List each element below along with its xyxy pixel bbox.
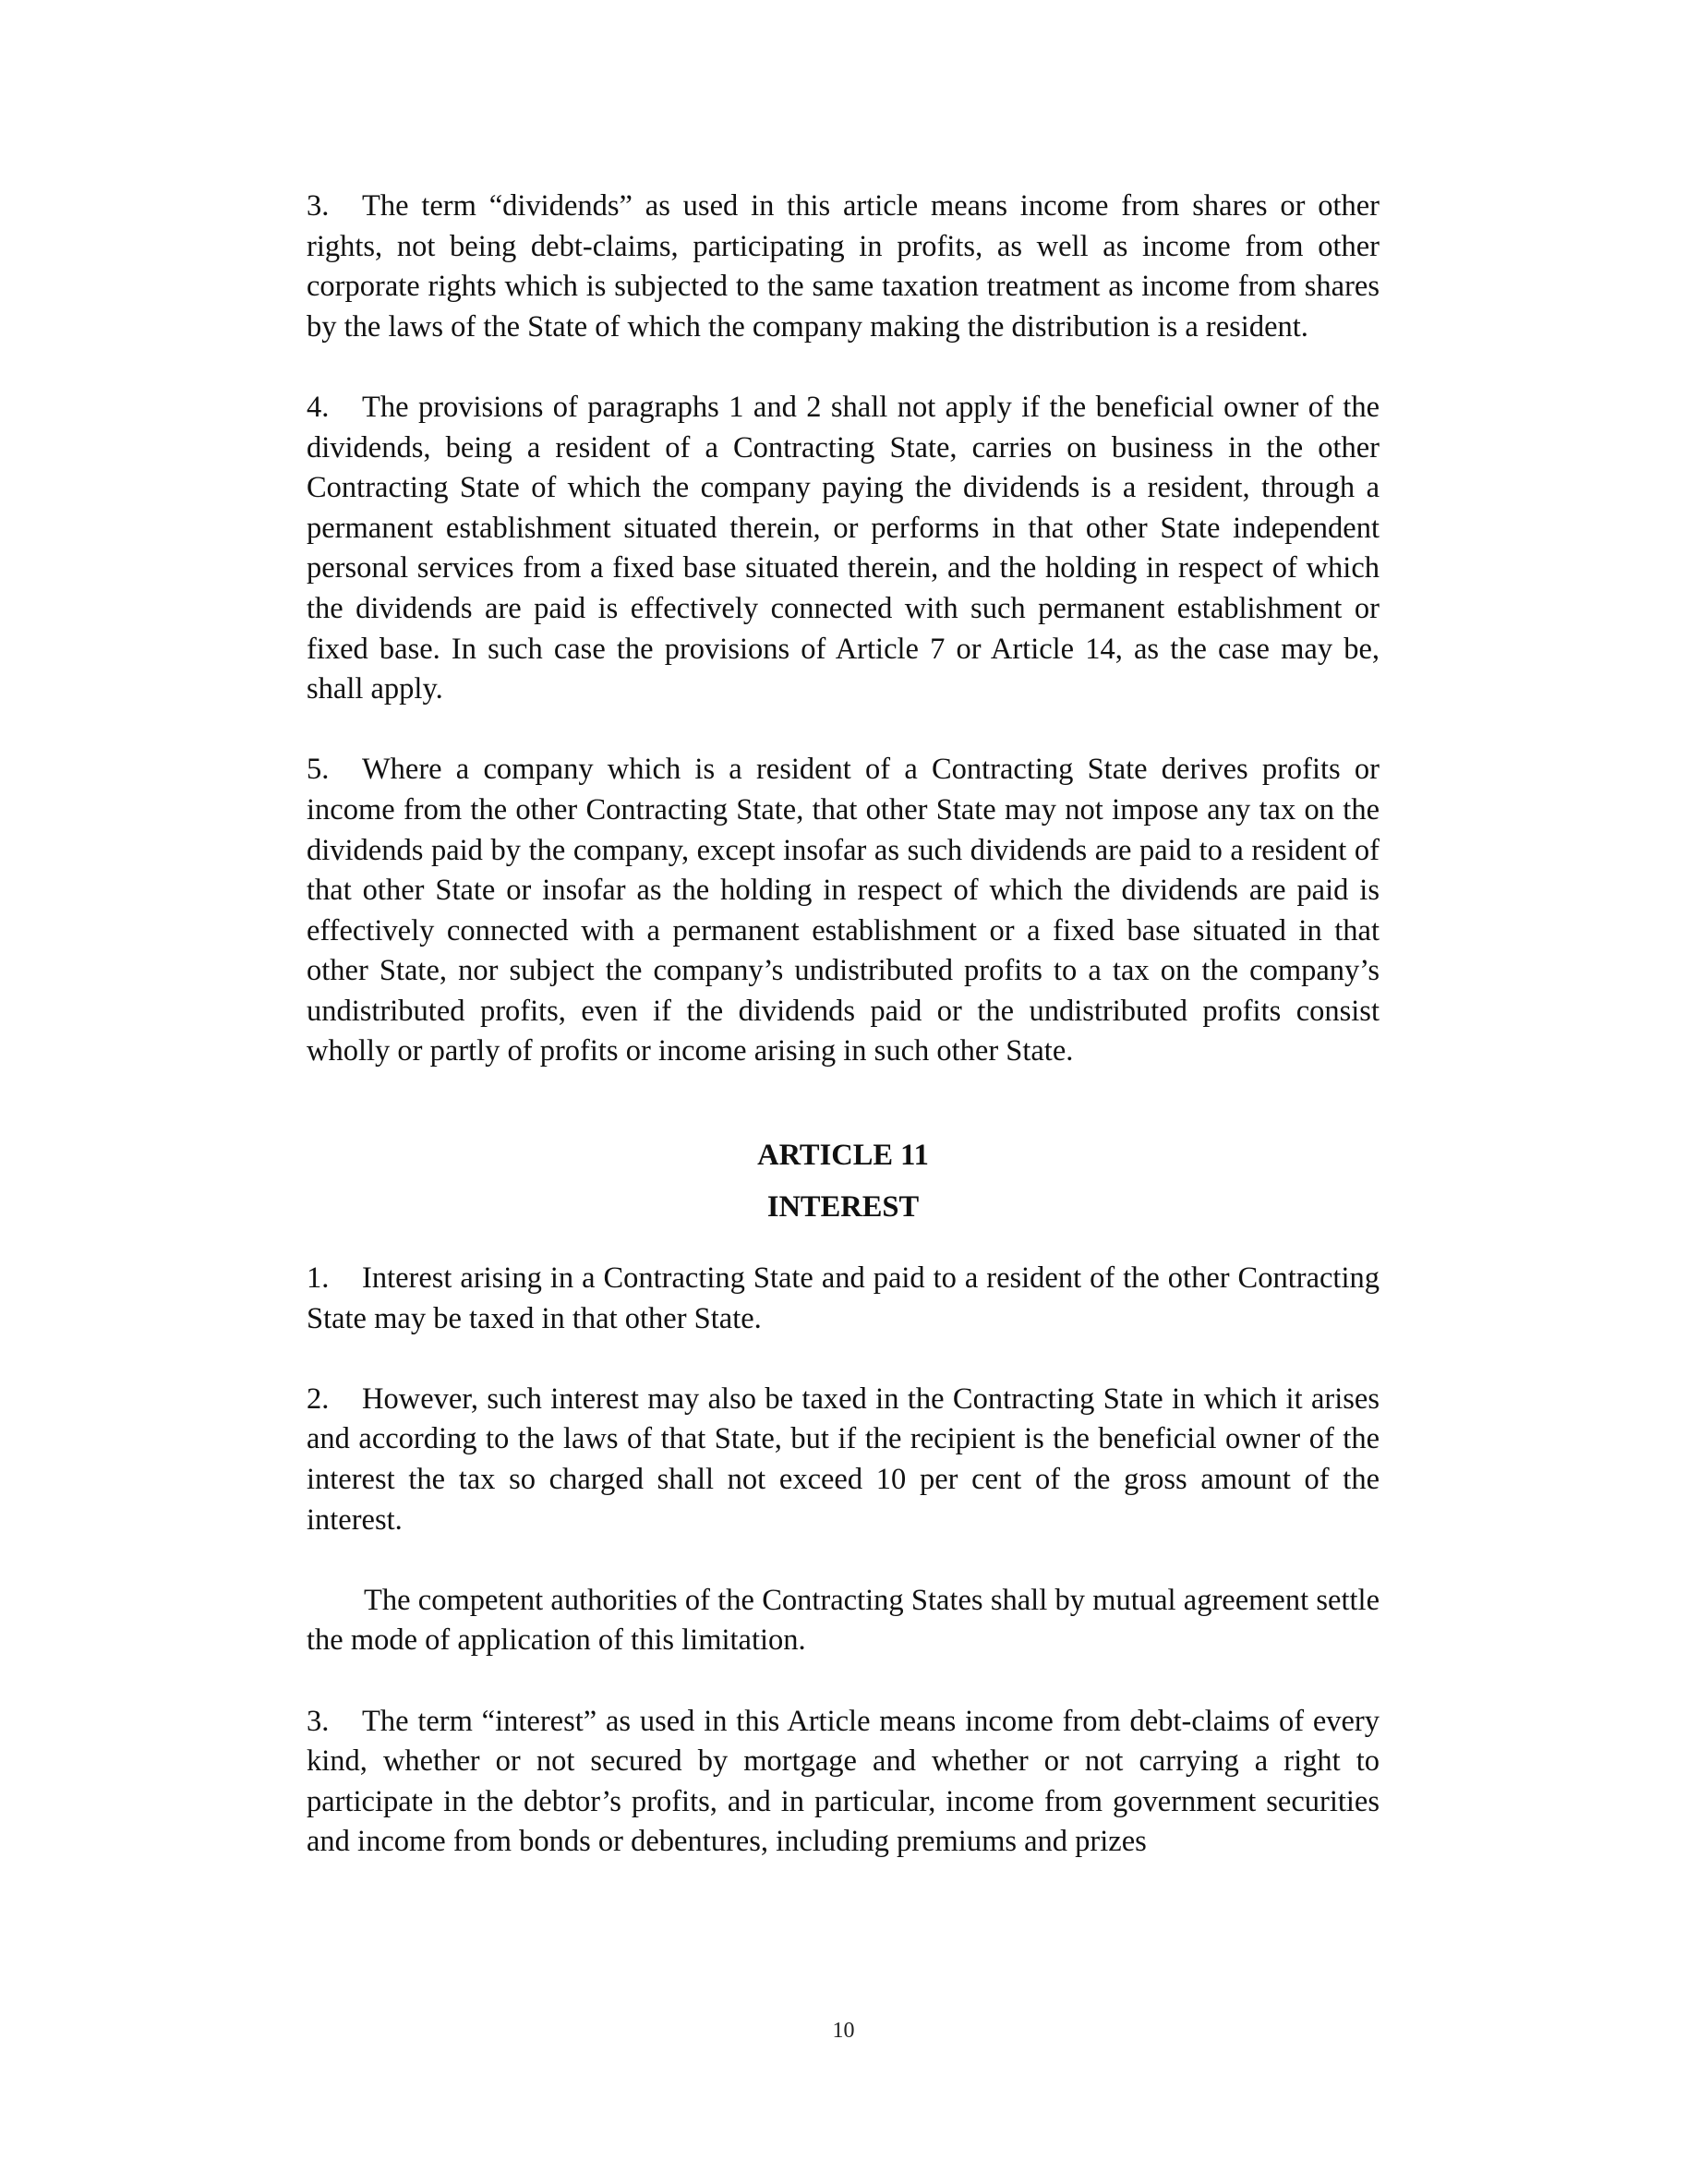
article-heading: ARTICLE 11 [757, 1139, 929, 1173]
paragraph-text: However, such interest may also be taxed in the Contracting State in which it arises and according to the laws of that State, but if the recipient is the beneficial owner of the interest the tax so charged shall not exceed 10 per cent of the gross amount of the interest. [307, 1382, 1380, 1537]
paragraph-4-permanent-establishment [307, 388, 1380, 710]
paragraph-5-extraterritorial-taxation [307, 750, 1380, 1072]
paragraph-text: The provisions of paragraphs 1 and 2 shall not apply if the beneficial owner of the dividends, being a resident of a Contracting State, carries on business in the other Contracting State of which the company paying the dividends is a resident, through a permanent establishment situated therein, or performs in that other State independent personal services from a fixed base situated therein, and the holding in respect of which the dividends are paid is effectively connected with such permanent establishment or fixed base. In such case the provisions of Article 7 or Article 14, as the case may be, shall apply. [307, 390, 1380, 706]
article-title: INTEREST [766, 1190, 920, 1225]
paragraph-number: 2. [307, 1382, 330, 1416]
paragraph-number: 1. [307, 1261, 330, 1296]
paragraph-number: 5. [307, 753, 330, 787]
paragraph-1-interest-taxation [307, 1259, 1380, 1339]
paragraph-number: 4. [307, 390, 330, 424]
paragraph-2-source-taxation [307, 1380, 1380, 1540]
paragraph-text: Interest arising in a Contracting State and paid to a resident of the other Contracting State may be taxed in that other State. [307, 1261, 1380, 1335]
paragraph-number: 3. [307, 1704, 330, 1738]
paragraph-3-dividends-definition [307, 187, 1380, 347]
page-number: 10 [832, 2019, 855, 2043]
paragraph-text: The competent authorities of the Contracting States shall by mutual agreement settle the mode of application of this limitation. [307, 1583, 1380, 1658]
paragraph-2-continuation [307, 1581, 1380, 1661]
paragraph-3-interest-definition [307, 1702, 1380, 1863]
paragraph-text: The term “interest” as used in this Article means income from debt-claims of every kind, whether or not secured by mortgage and whether or not carrying a right to participate in the debtor’s profits, and in particular, income from government securities and income from bonds or debentures, including premiums and prizes [307, 1704, 1380, 1859]
paragraph-text: Where a company which is a resident of a Contracting State derives profits or income from the other Contracting State, that other State may not impose any tax on the dividends paid by the company, except insofar as such dividends are paid to a resident of that other State or insofar as the holding in respect of which the dividends are paid is effectively connected with a permanent establishment or a fixed base situated in that other State, nor subject the company’s undistributed profits to a tax on the company’s undistributed profits, even if the dividends paid or the undistributed profits consist wholly or partly of profits or income arising in such other State. [307, 753, 1380, 1068]
paragraph-text: The term “dividends” as used in this article means income from shares or other rights, not being debt-claims, participating in profits, as well as income from other corporate rights which is subjected to the same taxation treatment as income from shares by the laws of the State of which the company making the distribution is a resident. [307, 189, 1380, 344]
page-body [307, 187, 1380, 1903]
paragraph-number: 3. [307, 189, 330, 223]
